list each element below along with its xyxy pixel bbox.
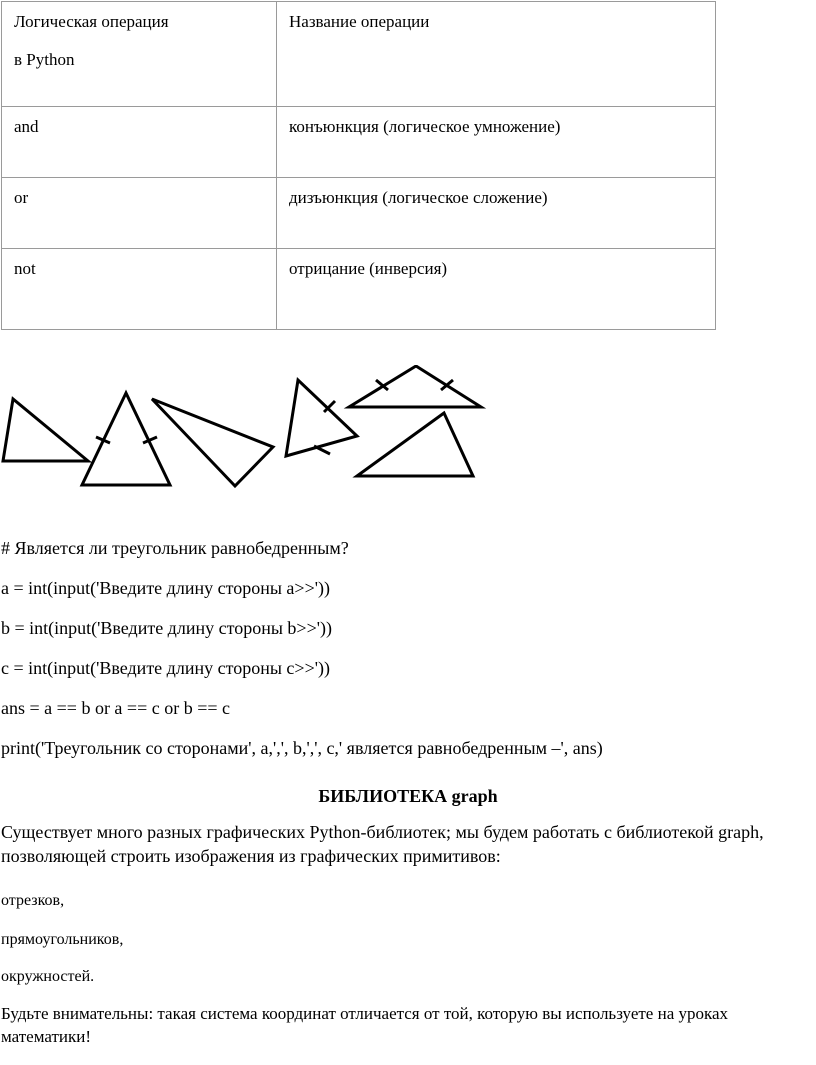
table-cell-op	[2, 178, 277, 249]
code-line-input-a: a = int(input('Введите длину стороны a>>'))	[1, 578, 330, 598]
section-heading: БИБЛИОТЕКА graph	[318, 786, 498, 806]
list-item: отрезков,	[1, 892, 65, 909]
table-row	[2, 178, 716, 249]
op-text: or	[14, 188, 29, 207]
table-header-row	[2, 2, 716, 107]
table-row	[2, 249, 716, 330]
header-operation-line1: Логическая операция	[14, 12, 169, 31]
triangles-illustration	[0, 365, 500, 495]
tall-isosceles-triangle	[286, 380, 357, 456]
code-line-print: print('Треугольник со сторонами', a,',', b,',', c,' является равнобедренным –', ans)	[1, 738, 603, 758]
header-cell-operation	[2, 2, 277, 107]
op-text: and	[14, 117, 39, 136]
code-block	[1, 538, 603, 778]
code-line-ans: ans = a == b or a == c or b == c	[1, 698, 230, 718]
header-name-text: Название операции	[289, 12, 430, 31]
code-line-input-b: b = int(input('Введите длину стороны b>>'))	[1, 618, 332, 638]
code-line-input-c: c = int(input('Введите длину стороны c>>'))	[1, 658, 330, 678]
intro-paragraph: Существует много разных графических Python-библиотек; мы будем работать с библиотекой graph, позволяющей строить изображения из графических примитивов:	[1, 822, 764, 866]
header-cell-name	[277, 2, 716, 107]
right-triangle	[3, 399, 88, 461]
table-cell-name	[277, 178, 716, 249]
scalene-triangle	[357, 413, 473, 476]
name-text: конъюнкция (логическое умножение)	[289, 117, 561, 136]
flat-isosceles-triangle	[349, 366, 481, 407]
table-cell-name	[277, 249, 716, 330]
table-cell-op	[2, 249, 277, 330]
warning-note: Будьте внимательны: такая система координат отличается от той, которую вы используете на уроках математики!	[1, 1004, 729, 1046]
table-cell-name	[277, 107, 716, 178]
table-row	[2, 107, 716, 178]
isosceles-triangle	[82, 393, 170, 485]
header-operation-line2: в Python	[14, 50, 75, 69]
list-item: окружностей.	[1, 968, 95, 985]
op-text: not	[14, 259, 36, 278]
obtuse-triangle	[152, 399, 273, 486]
logic-operations-table	[1, 1, 716, 330]
table-cell-op	[2, 107, 277, 178]
name-text: дизъюнкция (логическое сложение)	[289, 188, 548, 207]
name-text: отрицание (инверсия)	[289, 259, 448, 278]
code-line-comment: # Является ли треугольник равнобедренным?	[1, 538, 349, 558]
list-item: прямоугольников,	[1, 931, 124, 948]
